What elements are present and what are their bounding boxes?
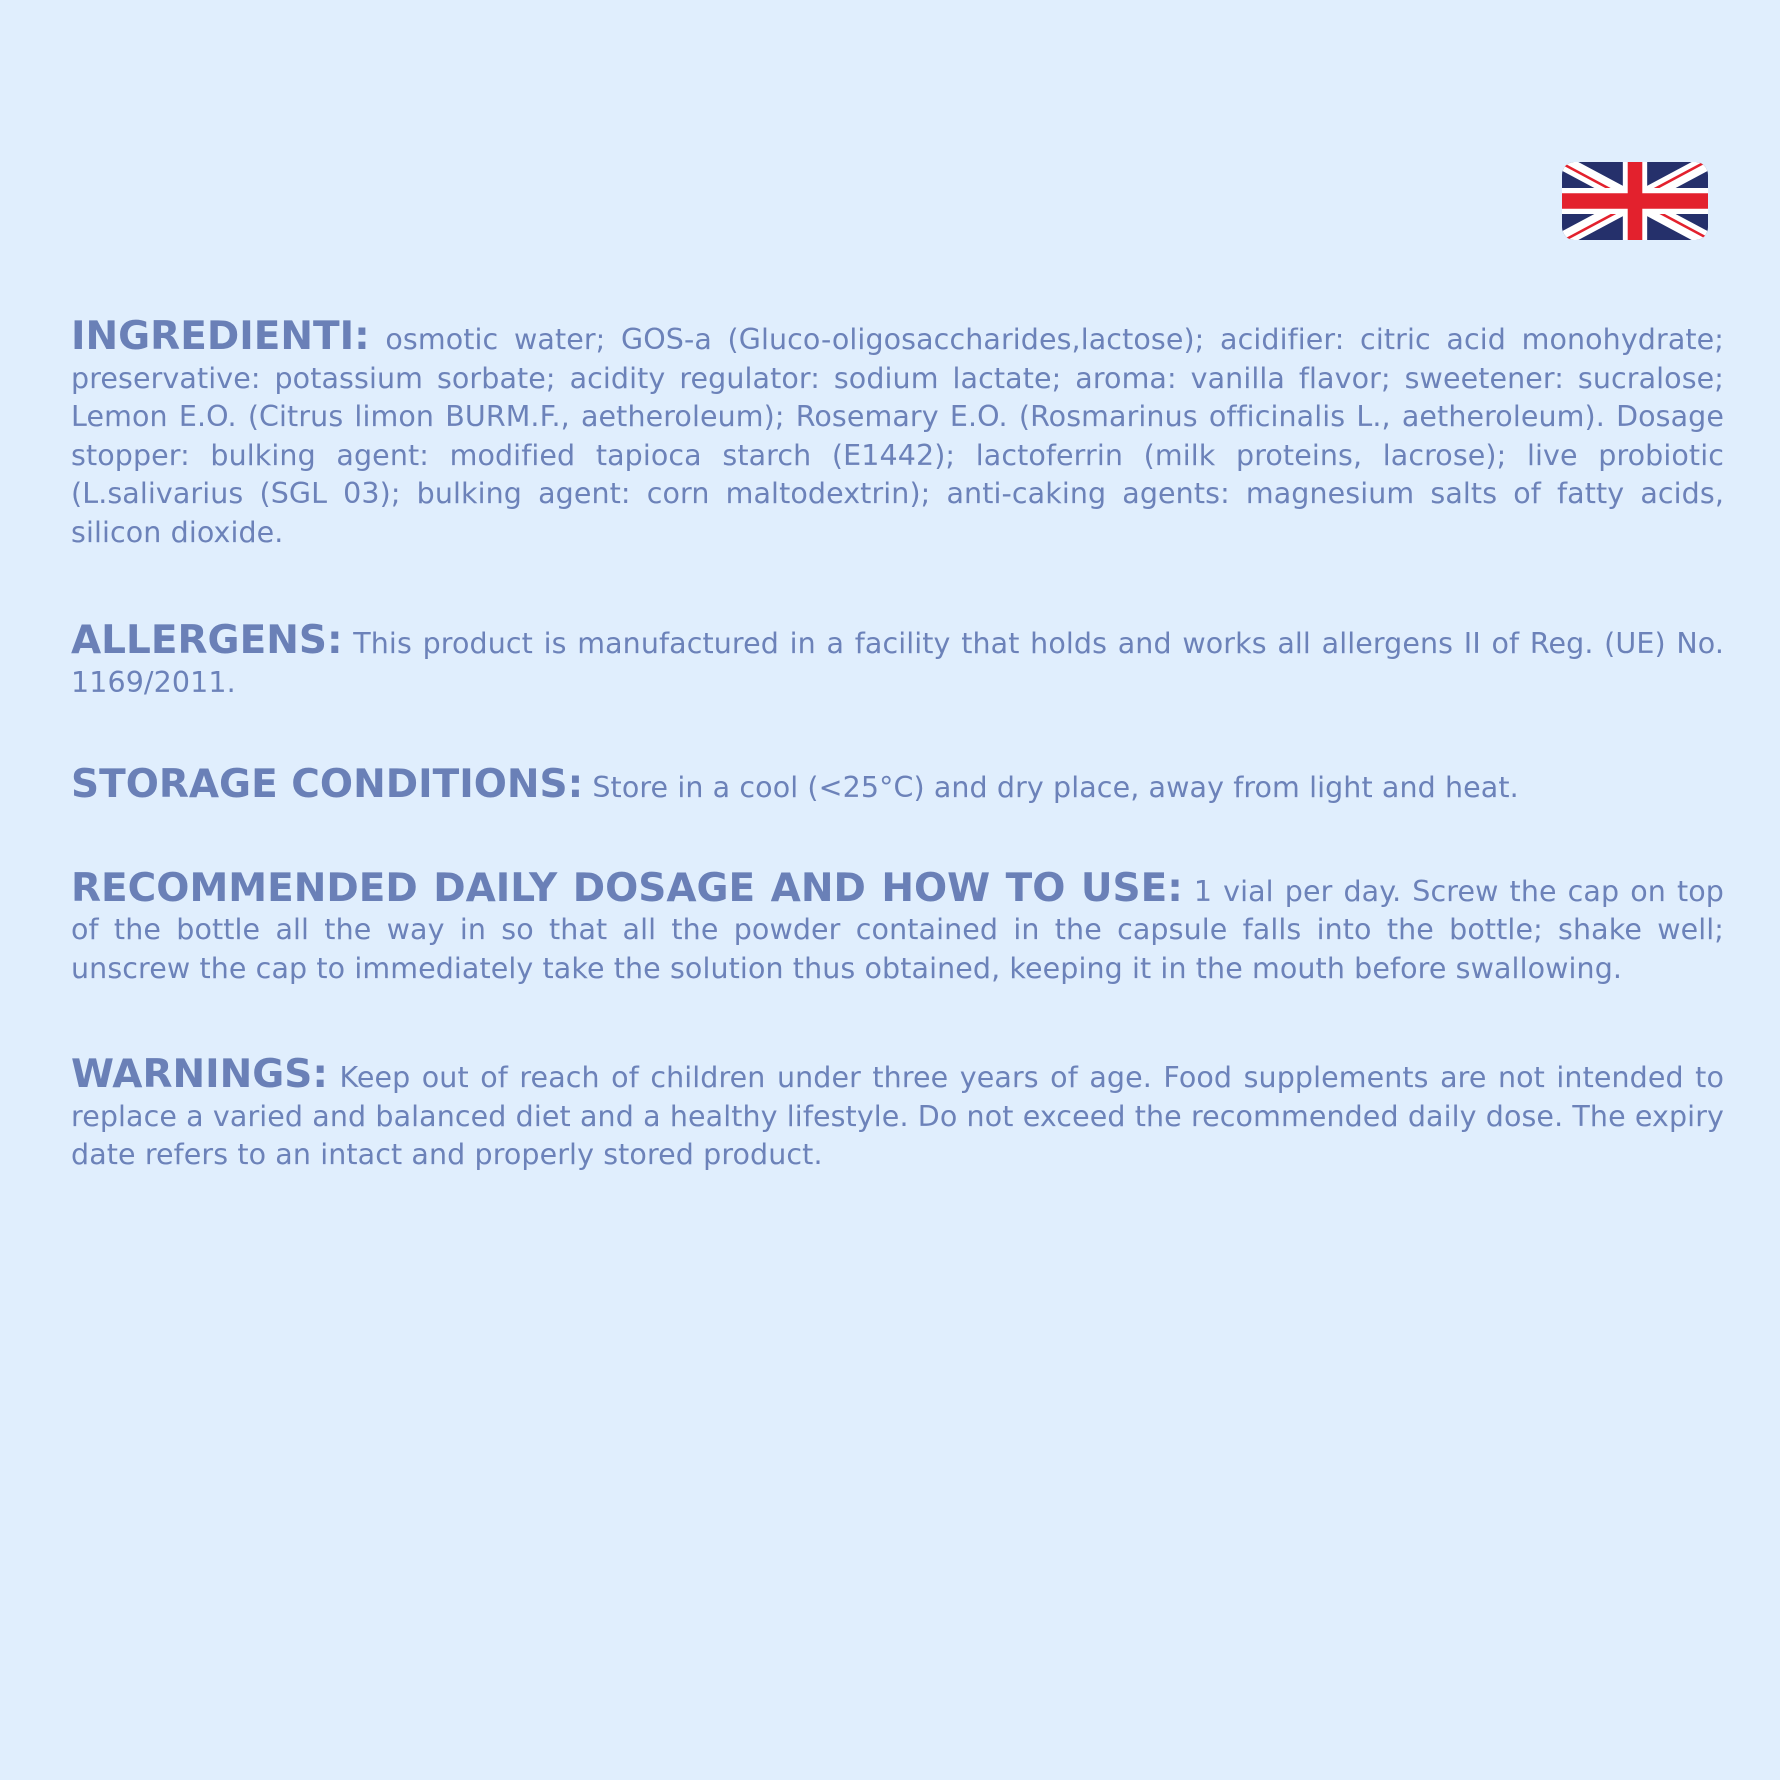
allergens-section (71, 618, 1724, 702)
union-jack-flag-icon (1562, 162, 1708, 240)
allergens-label: ALLERGENS: (71, 618, 343, 663)
ingredients-section (71, 314, 1724, 552)
storage-section (71, 762, 1724, 808)
warnings-label: WARNINGS: (71, 1052, 328, 1097)
dosage-text: 1 vial per day. Screw the cap on top of the bottle all the way in so that all the powder contained in the capsule falls into the bottle; shake well; unscrew the cap to immediately take the solution thus obtained, keeping it in the mouth before swallowing. (71, 874, 1724, 985)
allergens-text: This product is manufactured in a facility that holds and works all allergens II of Reg. (UE) No. 1169/2011. (71, 627, 1724, 699)
storage-label: STORAGE CONDITIONS: (71, 762, 584, 807)
warnings-section (71, 1052, 1724, 1175)
warnings-text: Keep out of reach of children under three years of age. Food supplements are not intended to replace a varied and balanced diet and a healthy lifestyle. Do not exceed the recommended daily dose. The expiry date refers to an intact and properly stored product. (71, 1061, 1724, 1171)
product-info (71, 314, 1724, 1175)
storage-text: Store in a cool (<25°C) and dry place, away from light and heat. (592, 771, 1519, 804)
ingredients-text: osmotic water; GOS-a (Gluco-oligosaccharides,lactose); acidifier: citric acid monohydrate; preservative: potassium sorbate; acidity regulator: sodium lactate; aroma: vanilla flavor; sweetener: sucralose; Lemon E.O. (Citrus limon BURM.F., aetheroleum); Rosemary E.O. (Rosmarinus officinalis L., aetheroleum). Dosage stopper: bulking agent: modified tapioca starch (E1442); lactoferrin (milk proteins, lacrose); live probiotic (L.salivarius (SGL 03); bulking agent: corn maltodextrin); anti-caking agents: magnesium salts of fatty acids, silicon dioxide. (71, 323, 1724, 549)
dosage-section (71, 865, 1724, 989)
dosage-label: RECOMMENDED DAILY DOSAGE AND HOW TO USE: (71, 865, 1183, 911)
ingredients-label: INGREDIENTI: (71, 314, 370, 359)
